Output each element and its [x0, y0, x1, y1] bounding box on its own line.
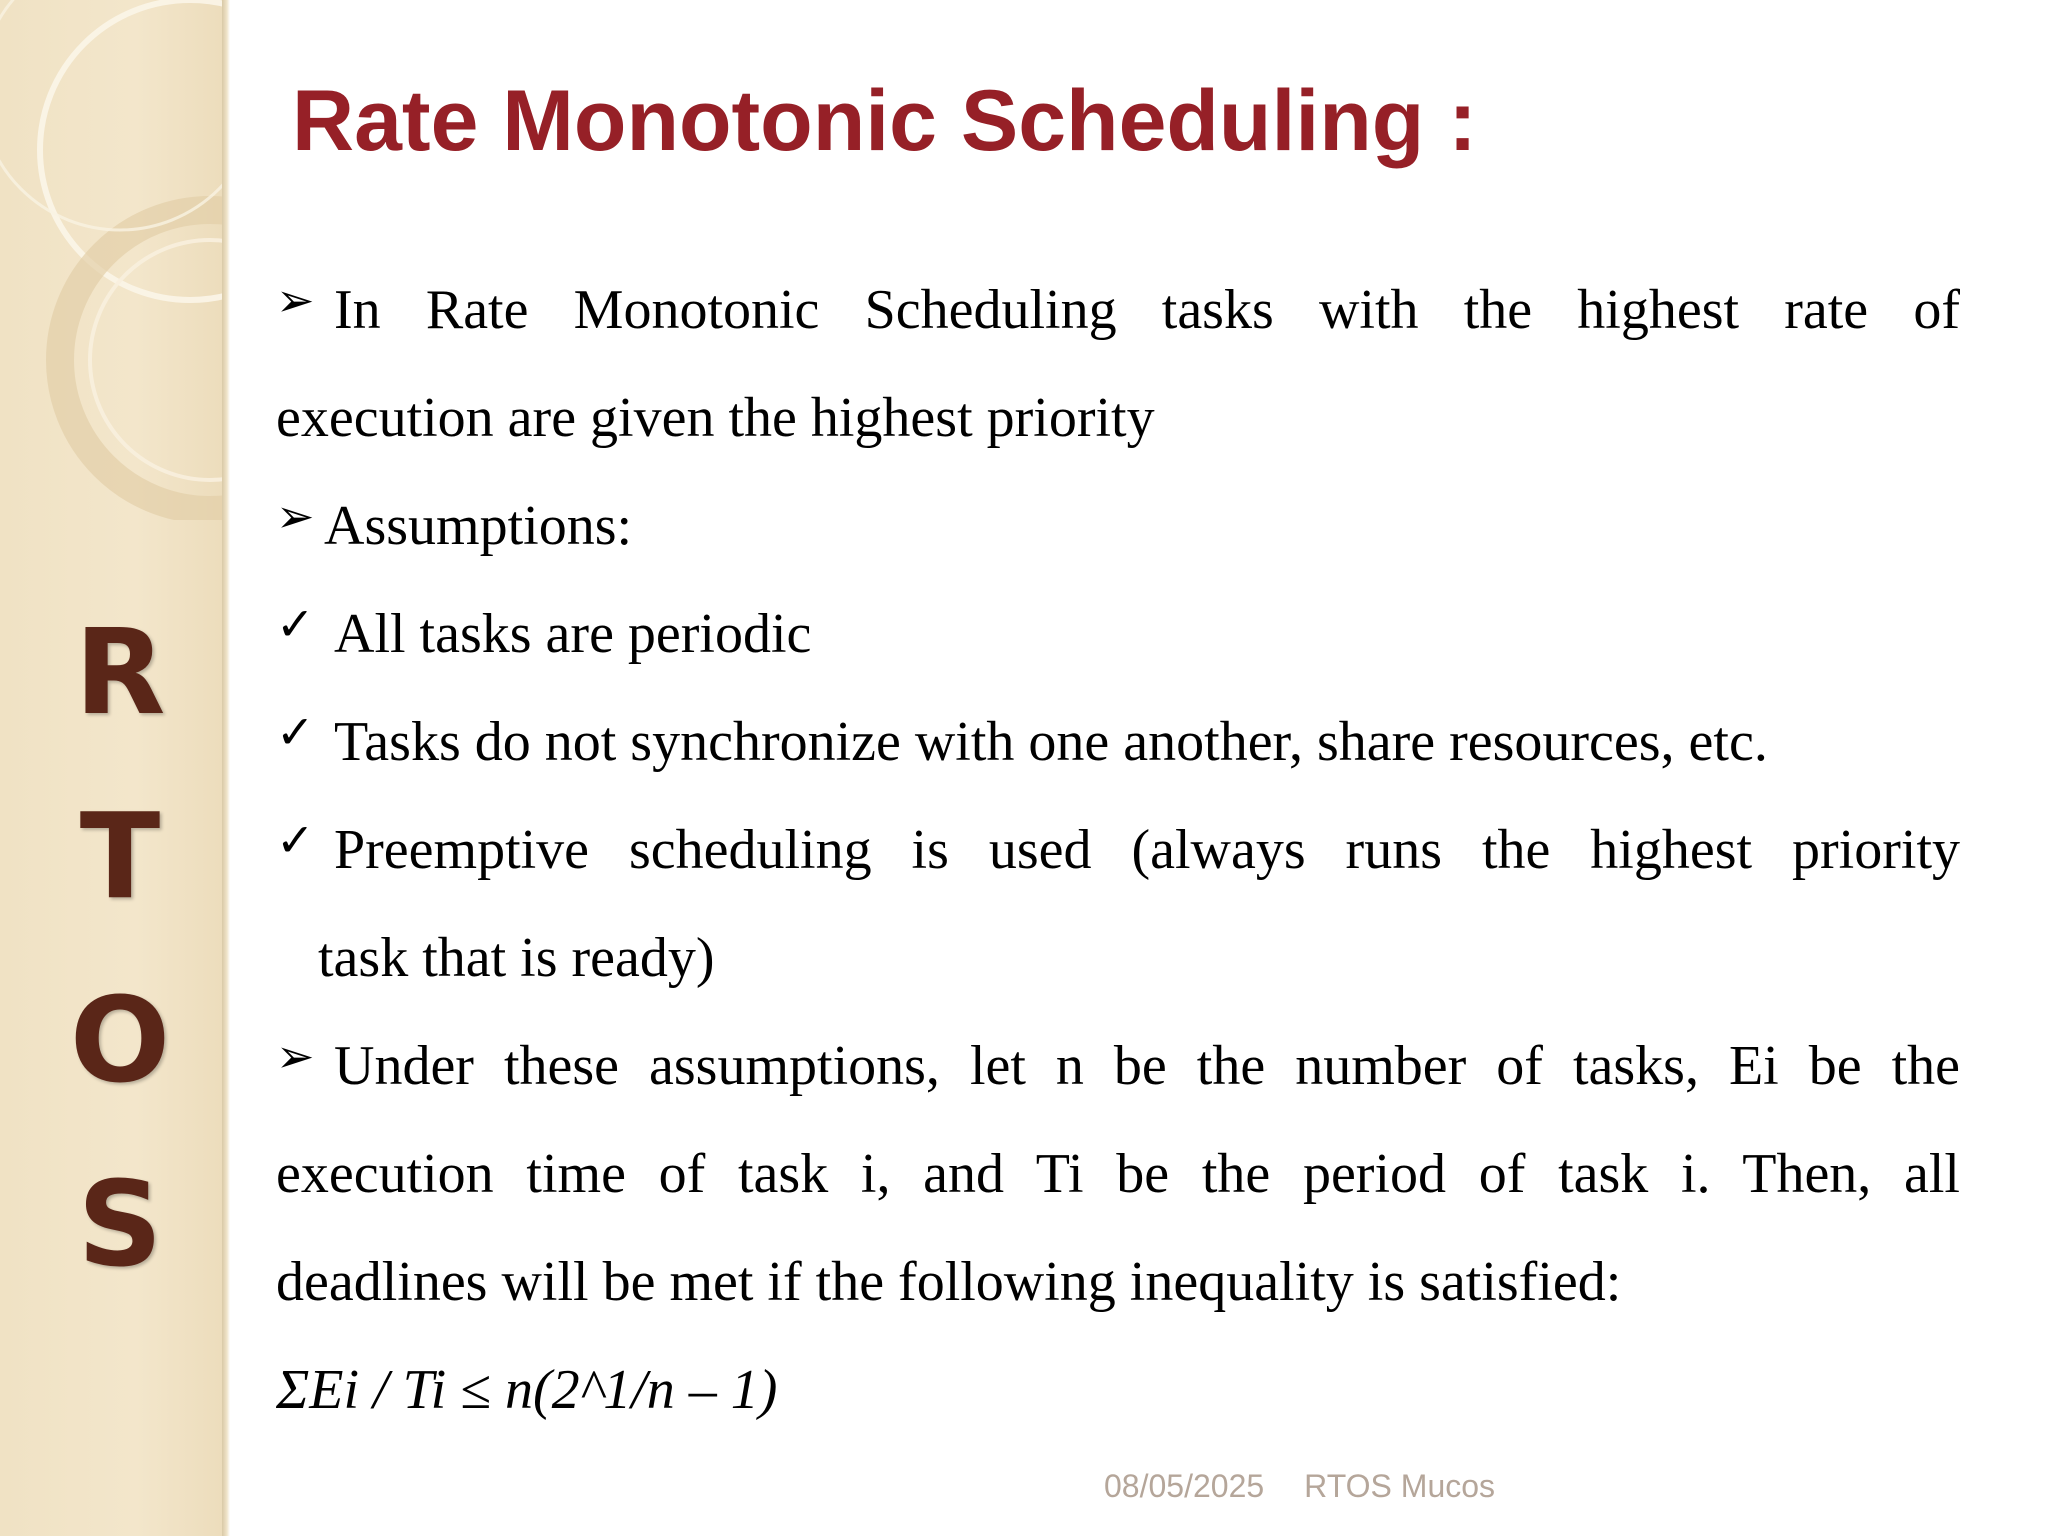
- bullet-1-line-2: execution are given the highest priority: [276, 387, 1155, 449]
- slide-body: [276, 256, 1960, 1444]
- bullet-text: Under these assumptions, let n be the number of tasks, Ei be the: [334, 1035, 1960, 1097]
- bullet-text: All tasks are periodic: [334, 603, 812, 665]
- arrow-bullet-icon: ➢: [276, 1029, 315, 1083]
- check-item-3-line-1: [276, 796, 1960, 904]
- check-bullet-icon: ✓: [276, 597, 315, 651]
- check-bullet-icon: ✓: [276, 705, 315, 759]
- check-bullet-icon: ✓: [276, 813, 315, 867]
- bullet-2: [276, 472, 1960, 580]
- sidebar-letter-s: S: [77, 1155, 163, 1293]
- sidebar-letter-r: R: [74, 603, 166, 741]
- check-item-2: [276, 688, 1960, 796]
- bullet-3-line-1: [276, 1012, 1960, 1120]
- bullet-3-line-2: execution time of task i, and Ti be the period of task i. Then, all: [276, 1143, 1960, 1205]
- sidebar: [0, 0, 228, 1536]
- sidebar-edge: [222, 0, 230, 1536]
- bullet-1-line-1: [276, 256, 1960, 364]
- sidebar-letter-o: O: [69, 971, 171, 1109]
- bullet-text: Tasks do not synchronize with one another, share resources, etc.: [334, 711, 1768, 773]
- check-item-1: [276, 580, 1960, 688]
- sidebar-letters: [0, 580, 228, 1316]
- slide-title: Rate Monotonic Scheduling :: [292, 73, 1477, 169]
- slide-footer: [1104, 1468, 1535, 1505]
- formula: ΣEi / Ti ≤ n(2^1/n – 1): [276, 1359, 778, 1421]
- arrow-bullet-icon: ➢: [276, 489, 315, 543]
- check-item-3-line-2: task that is ready): [318, 927, 715, 989]
- footer-label: RTOS Mucos: [1304, 1468, 1496, 1504]
- sidebar-letter-t: T: [79, 787, 161, 925]
- bullet-text: In Rate Monotonic Scheduling tasks with the highest rate of: [334, 279, 1960, 341]
- bullet-text: Assumptions:: [324, 495, 633, 557]
- footer-date: 08/05/2025: [1104, 1468, 1265, 1504]
- bullet-3-line-3: deadlines will be met if the following inequality is satisfied:: [276, 1251, 1622, 1313]
- arrow-bullet-icon: ➢: [276, 273, 315, 327]
- decorative-circles: [0, 0, 228, 520]
- bullet-text: Preemptive scheduling is used (always runs the highest priority: [334, 819, 1960, 881]
